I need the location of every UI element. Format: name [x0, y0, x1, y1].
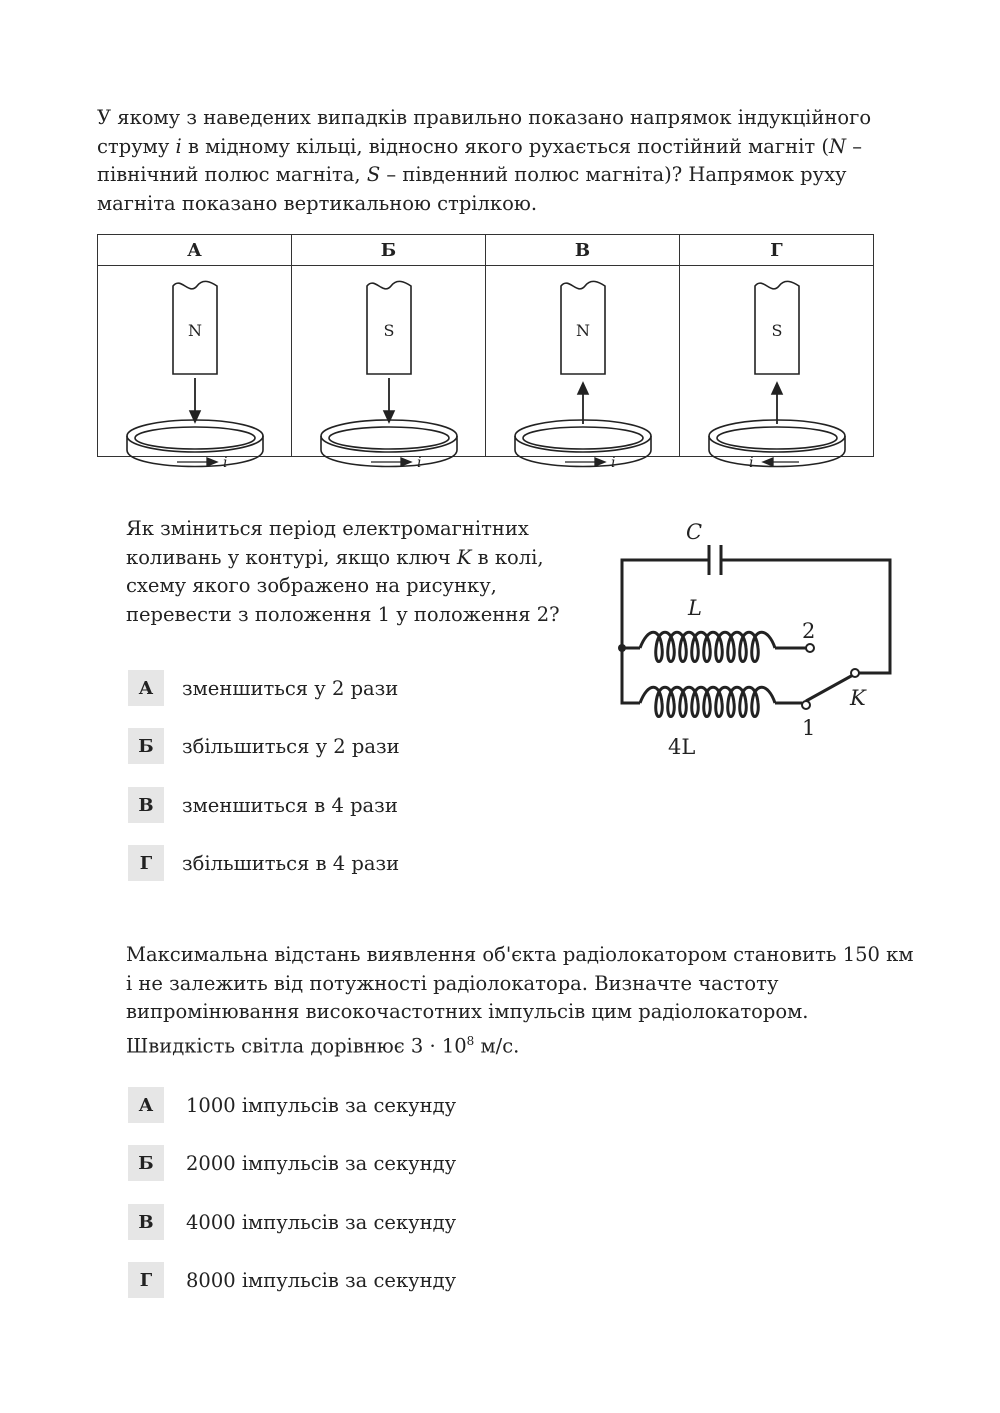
option-letter: Г — [128, 1262, 164, 1298]
case-cell-a — [98, 266, 292, 471]
figure-group — [709, 281, 845, 466]
inductor-l-label: L — [688, 596, 702, 620]
case-cell-g — [680, 266, 874, 471]
ring-top-inner — [135, 427, 255, 449]
capacitor-label: C — [686, 520, 703, 544]
q3-option-a[interactable] — [128, 1087, 456, 1123]
question-2 — [126, 515, 596, 629]
magnet-pole-label: S — [771, 321, 783, 340]
q2-option-g[interactable] — [128, 845, 399, 881]
contact-2 — [806, 644, 814, 652]
junction-dot — [618, 644, 626, 652]
motion-arrow-head — [772, 383, 782, 394]
inductor-4l — [640, 687, 775, 716]
question-3 — [126, 941, 916, 1061]
q2-option-a[interactable] — [128, 670, 398, 706]
ring-top-outer — [515, 420, 651, 452]
option-text: 8000 імпульсів за секунду — [186, 1268, 457, 1292]
current-arrow-head — [401, 458, 411, 466]
option-text: 4000 імпульсів за секунду — [186, 1210, 457, 1234]
option-letter: А — [128, 670, 164, 706]
current-label: i — [223, 455, 228, 471]
option-letter: А — [128, 1087, 164, 1123]
option-text: 2000 імпульсів за секунду — [186, 1151, 457, 1175]
position-2-label: 2 — [802, 619, 816, 643]
option-text: збільшиться у 2 рази — [182, 734, 400, 758]
ring-top-outer — [709, 420, 845, 452]
ring-top-inner — [717, 427, 837, 449]
current-arrow — [371, 458, 411, 466]
option-text: 1000 імпульсів за секунду — [186, 1093, 457, 1117]
option-letter: В — [128, 787, 164, 823]
q2-option-v[interactable] — [128, 787, 398, 823]
magnet-ring-figure — [292, 266, 486, 471]
option-text: зменшиться у 2 рази — [182, 676, 399, 700]
motion-arrow-head — [578, 383, 588, 394]
magnet-ring-figure — [98, 266, 292, 471]
question-3-text: Максимальна відстань виявлення об'єкта радіолокатором становить 150 км і не залежить від потужності радіолокатора. Визначте частоту випромінювання високочастотних імпульсів цим радіолокатором. Швидкість світла дорівнює $3 \cdot 10^8$ м/с. — [126, 943, 914, 1057]
key-label: K — [850, 686, 866, 710]
q3-option-v[interactable] — [128, 1204, 456, 1240]
ring-top-outer — [321, 420, 457, 452]
question-2-text: Як зміниться період електромагнітних коливань у контурі, якщо ключ K в колі, схему якого зображено на рисунку, перевести з положення 1 у положення 2? — [126, 517, 560, 626]
magnet-pole-label: S — [383, 321, 395, 340]
case-header: А — [98, 235, 292, 266]
inductor-l — [640, 632, 775, 661]
case-header: В — [486, 235, 680, 266]
current-label: i — [749, 455, 754, 471]
magnet-ring-figure — [680, 266, 874, 471]
option-letter: Г — [128, 845, 164, 881]
magnet-pole-label: N — [576, 321, 590, 340]
case-cell-v — [486, 266, 680, 471]
magnet-pole-label: N — [188, 321, 202, 340]
magnet-ring-figure — [486, 266, 680, 471]
option-letter: В — [128, 1204, 164, 1240]
inductor-4l-label: 4L — [668, 735, 696, 759]
current-arrow-head — [763, 458, 773, 466]
ring-top-inner — [329, 427, 449, 449]
key-switch — [806, 675, 853, 701]
question-1-text: У якому з наведених випадків правильно показано напрямок індукційного струму i в мідному кільці, відносно якого рухається постійний магніт (N – північний полюс магніта, S – південний полюс магніта)? Напрямок руху магніта показано вертикальною стрілкою. — [97, 106, 872, 215]
current-arrow — [763, 458, 799, 466]
question-1 — [97, 104, 877, 218]
option-text: зменшиться в 4 рази — [182, 793, 398, 817]
key-pivot — [851, 669, 859, 677]
q3-option-g[interactable] — [128, 1262, 456, 1298]
option-text: збільшиться в 4 рази — [182, 851, 400, 875]
lc-circuit-diagram — [600, 515, 910, 765]
current-arrow — [177, 458, 217, 466]
option-letter: Б — [128, 1145, 164, 1181]
q2-option-b[interactable] — [128, 728, 400, 764]
q3-option-b[interactable] — [128, 1145, 456, 1181]
figure-group — [515, 281, 651, 466]
current-label: i — [417, 455, 422, 471]
current-arrow — [565, 458, 605, 466]
current-arrow-head — [595, 458, 605, 466]
case-header: Б — [292, 235, 486, 266]
magnet-cases-table — [97, 234, 874, 471]
current-arrow-head — [207, 458, 217, 466]
position-1-label: 1 — [802, 716, 816, 740]
figure-group — [127, 281, 263, 466]
case-header: Г — [680, 235, 874, 266]
option-letter: Б — [128, 728, 164, 764]
ring-top-outer — [127, 420, 263, 452]
current-label: i — [611, 455, 616, 471]
contact-1 — [802, 701, 810, 709]
figure-group — [321, 281, 457, 466]
ring-top-inner — [523, 427, 643, 449]
case-cell-b — [292, 266, 486, 471]
